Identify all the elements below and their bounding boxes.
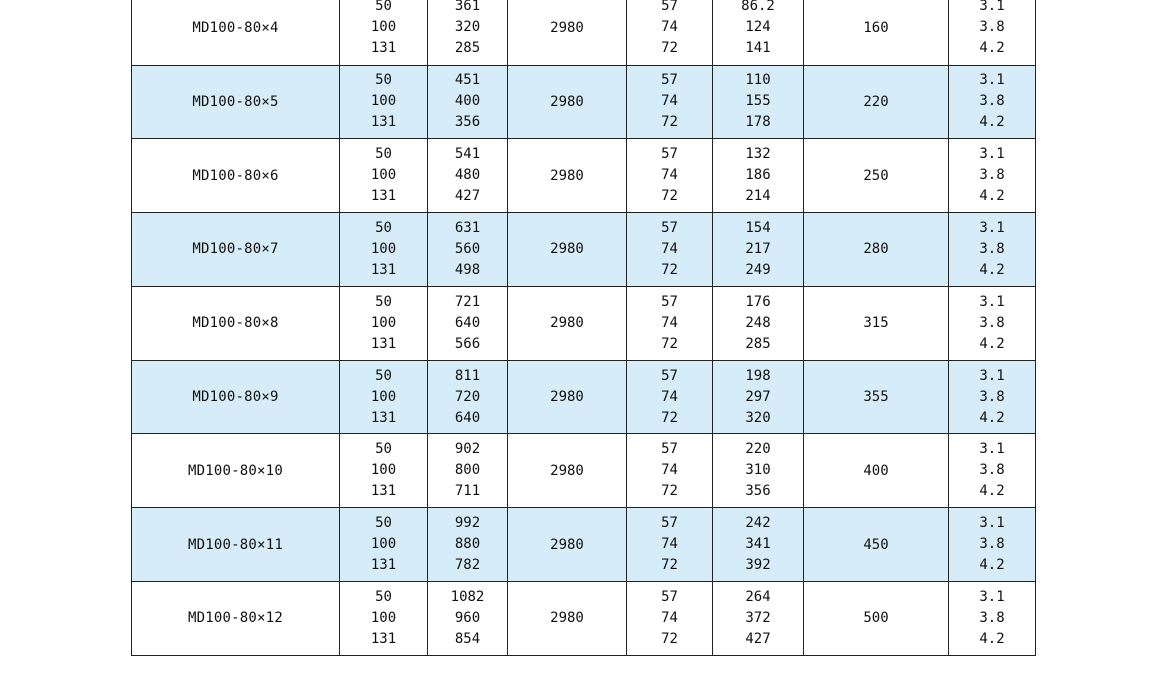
flow-cell-value: 131 <box>370 114 397 131</box>
efficiency-cell-value: 74 <box>661 314 678 331</box>
speed-cell: 2980 <box>508 0 627 65</box>
model-cell: MD100-80×5 <box>132 65 340 139</box>
head-cell-value: 640 <box>454 314 481 331</box>
shaft-power-cell-value: 249 <box>745 261 771 278</box>
npsh-cell-value: 3.8 <box>979 93 1005 110</box>
efficiency-cell <box>627 213 713 287</box>
head-cell-values <box>428 218 507 281</box>
shaft-power-cell-values <box>713 513 803 576</box>
efficiency-cell-value: 72 <box>661 188 678 205</box>
shaft-power-cell-value: 297 <box>745 388 771 405</box>
flow-cell-value: 131 <box>370 40 397 57</box>
model-cell: MD100-80×12 <box>132 582 340 656</box>
npsh-cell-value: 3.1 <box>979 515 1005 532</box>
npsh-cell-values <box>949 292 1035 355</box>
motor-power-cell: 500 <box>804 582 949 656</box>
npsh-cell-value: 4.2 <box>979 483 1005 500</box>
efficiency-cell <box>627 65 713 139</box>
npsh-cell-value: 3.8 <box>979 388 1005 405</box>
model-cell: MD100-80×7 <box>132 213 340 287</box>
flow-cell-value: 50 <box>375 219 392 236</box>
speed-cell: 2980 <box>508 213 627 287</box>
flow-cell-value: 100 <box>370 240 397 257</box>
shaft-power-cell-value: 264 <box>745 588 771 605</box>
npsh-cell-value: 3.8 <box>979 536 1005 553</box>
flow-cell-value: 131 <box>370 483 397 500</box>
shaft-power-cell-value: 392 <box>745 557 771 574</box>
shaft-power-cell-values <box>713 70 803 133</box>
efficiency-cell-values <box>627 292 712 355</box>
npsh-cell-value: 4.2 <box>979 630 1005 647</box>
efficiency-cell-value: 72 <box>661 335 678 352</box>
npsh-cell-value: 3.8 <box>979 240 1005 257</box>
head-cell-value: 361 <box>454 0 481 15</box>
flow-cell-value: 100 <box>370 462 397 479</box>
efficiency-cell-values <box>627 218 712 281</box>
motor-power-cell: 450 <box>804 508 949 582</box>
npsh-cell-values <box>949 513 1035 576</box>
npsh-cell <box>949 360 1036 434</box>
npsh-cell <box>949 139 1036 213</box>
efficiency-cell-value: 72 <box>661 557 678 574</box>
head-cell-value: 721 <box>454 293 481 310</box>
speed-cell: 2980 <box>508 139 627 213</box>
flow-cell-value: 50 <box>375 441 392 458</box>
head-cell-value: 902 <box>454 441 481 458</box>
head-cell-value: 560 <box>454 240 481 257</box>
efficiency-cell-values <box>627 587 712 650</box>
table-row <box>132 286 1036 360</box>
shaft-power-cell-values <box>713 439 803 502</box>
efficiency-cell-value: 74 <box>661 609 678 626</box>
flow-cell <box>340 65 428 139</box>
head-cell <box>428 508 508 582</box>
flow-cell-values <box>340 0 427 59</box>
efficiency-cell-value: 72 <box>661 409 678 426</box>
flow-cell-value: 131 <box>370 557 397 574</box>
flow-cell <box>340 0 428 65</box>
flow-cell-value: 50 <box>375 293 392 310</box>
efficiency-cell-value: 57 <box>661 367 678 384</box>
flow-cell <box>340 508 428 582</box>
head-cell-values <box>428 144 507 207</box>
efficiency-cell-value: 57 <box>661 515 678 532</box>
npsh-cell <box>949 434 1036 508</box>
efficiency-cell <box>627 360 713 434</box>
npsh-cell-values <box>949 587 1035 650</box>
head-cell <box>428 213 508 287</box>
npsh-cell <box>949 65 1036 139</box>
shaft-power-cell <box>713 65 804 139</box>
head-cell-value: 960 <box>454 609 481 626</box>
head-cell <box>428 434 508 508</box>
flow-cell-value: 100 <box>370 19 397 36</box>
shaft-power-cell-value: 132 <box>745 146 771 163</box>
head-cell <box>428 286 508 360</box>
efficiency-cell-value: 74 <box>661 19 678 36</box>
flow-cell <box>340 286 428 360</box>
efficiency-cell-value: 72 <box>661 40 678 57</box>
motor-power-cell: 160 <box>804 0 949 65</box>
efficiency-cell-value: 57 <box>661 441 678 458</box>
efficiency-cell-values <box>627 144 712 207</box>
efficiency-cell-values <box>627 0 712 59</box>
flow-cell-values <box>340 439 427 502</box>
npsh-cell-value: 3.1 <box>979 293 1005 310</box>
flow-cell-value: 100 <box>370 388 397 405</box>
motor-power-cell: 355 <box>804 360 949 434</box>
shaft-power-cell-value: 427 <box>745 630 771 647</box>
npsh-cell-values <box>949 218 1035 281</box>
flow-cell-values <box>340 587 427 650</box>
flow-cell <box>340 360 428 434</box>
flow-cell <box>340 434 428 508</box>
efficiency-cell-value: 74 <box>661 536 678 553</box>
efficiency-cell <box>627 139 713 213</box>
npsh-cell-value: 3.1 <box>979 146 1005 163</box>
shaft-power-cell-value: 285 <box>745 335 771 352</box>
efficiency-cell-value: 57 <box>661 72 678 89</box>
flow-cell-values <box>340 144 427 207</box>
shaft-power-cell-value: 310 <box>745 462 771 479</box>
head-cell-value: 720 <box>454 388 481 405</box>
shaft-power-cell-values <box>713 0 803 59</box>
shaft-power-cell-value: 154 <box>745 219 771 236</box>
shaft-power-cell <box>713 286 804 360</box>
head-cell-value: 711 <box>454 483 481 500</box>
speed-cell: 2980 <box>508 360 627 434</box>
head-cell-value: 427 <box>454 188 481 205</box>
model-cell: MD100-80×10 <box>132 434 340 508</box>
table-body <box>132 0 1036 655</box>
head-cell-value: 880 <box>454 536 481 553</box>
head-cell-values <box>428 513 507 576</box>
model-cell: MD100-80×8 <box>132 286 340 360</box>
npsh-cell-value: 3.8 <box>979 167 1005 184</box>
npsh-cell-value: 3.1 <box>979 441 1005 458</box>
head-cell-value: 566 <box>454 335 481 352</box>
head-cell-value: 320 <box>454 19 481 36</box>
efficiency-cell-value: 72 <box>661 630 678 647</box>
efficiency-cell-value: 74 <box>661 462 678 479</box>
shaft-power-cell <box>713 434 804 508</box>
shaft-power-cell <box>713 360 804 434</box>
efficiency-cell <box>627 582 713 656</box>
head-cell <box>428 582 508 656</box>
speed-cell: 2980 <box>508 65 627 139</box>
head-cell-value: 800 <box>454 462 481 479</box>
shaft-power-cell-value: 198 <box>745 367 771 384</box>
npsh-cell-value: 4.2 <box>979 335 1005 352</box>
npsh-cell-value: 3.8 <box>979 314 1005 331</box>
table-row <box>132 139 1036 213</box>
head-cell <box>428 360 508 434</box>
npsh-cell-value: 4.2 <box>979 557 1005 574</box>
flow-cell-value: 131 <box>370 261 397 278</box>
npsh-cell-value: 3.8 <box>979 19 1005 36</box>
motor-power-cell: 280 <box>804 213 949 287</box>
flow-cell-value: 131 <box>370 409 397 426</box>
speed-cell: 2980 <box>508 582 627 656</box>
shaft-power-cell-values <box>713 292 803 355</box>
npsh-cell-value: 4.2 <box>979 114 1005 131</box>
shaft-power-cell-value: 248 <box>745 314 771 331</box>
shaft-power-cell-value: 186 <box>745 167 771 184</box>
table-row <box>132 508 1036 582</box>
npsh-cell-values <box>949 439 1035 502</box>
shaft-power-cell-value: 86.2 <box>741 0 775 15</box>
flow-cell-values <box>340 292 427 355</box>
shaft-power-cell-values <box>713 366 803 429</box>
model-cell: MD100-80×4 <box>132 0 340 65</box>
shaft-power-cell-value: 217 <box>745 240 771 257</box>
motor-power-cell: 400 <box>804 434 949 508</box>
shaft-power-cell-value: 242 <box>745 515 771 532</box>
flow-cell-values <box>340 70 427 133</box>
shaft-power-cell-value: 341 <box>745 536 771 553</box>
npsh-cell-value: 3.8 <box>979 609 1005 626</box>
efficiency-cell-value: 72 <box>661 261 678 278</box>
npsh-cell-value: 3.1 <box>979 72 1005 89</box>
head-cell-value: 811 <box>454 367 481 384</box>
efficiency-cell-values <box>627 366 712 429</box>
flow-cell-values <box>340 218 427 281</box>
head-cell-value: 1082 <box>450 588 485 605</box>
npsh-cell <box>949 286 1036 360</box>
shaft-power-cell-value: 176 <box>745 293 771 310</box>
flow-cell-value: 50 <box>375 367 392 384</box>
head-cell-value: 356 <box>454 114 481 131</box>
head-cell-values <box>428 587 507 650</box>
table-row <box>132 0 1036 65</box>
npsh-cell <box>949 582 1036 656</box>
efficiency-cell <box>627 508 713 582</box>
flow-cell-value: 131 <box>370 630 397 647</box>
head-cell-value: 480 <box>454 167 481 184</box>
npsh-cell-value: 4.2 <box>979 409 1005 426</box>
efficiency-cell-value: 72 <box>661 114 678 131</box>
head-cell-value: 992 <box>454 515 481 532</box>
shaft-power-cell-values <box>713 144 803 207</box>
efficiency-cell <box>627 286 713 360</box>
speed-cell: 2980 <box>508 286 627 360</box>
flow-cell-value: 50 <box>375 146 392 163</box>
head-cell-values <box>428 0 507 59</box>
head-cell <box>428 0 508 65</box>
head-cell-value: 541 <box>454 146 481 163</box>
shaft-power-cell-values <box>713 587 803 650</box>
shaft-power-cell-values <box>713 218 803 281</box>
table-row <box>132 434 1036 508</box>
efficiency-cell-values <box>627 513 712 576</box>
head-cell <box>428 139 508 213</box>
flow-cell-value: 100 <box>370 609 397 626</box>
pump-spec-table <box>131 0 1036 656</box>
model-cell: MD100-80×9 <box>132 360 340 434</box>
flow-cell-value: 131 <box>370 335 397 352</box>
shaft-power-cell <box>713 139 804 213</box>
flow-cell <box>340 213 428 287</box>
npsh-cell-value: 4.2 <box>979 261 1005 278</box>
efficiency-cell <box>627 434 713 508</box>
npsh-cell-value: 4.2 <box>979 188 1005 205</box>
head-cell-value: 782 <box>454 557 481 574</box>
efficiency-cell-value: 74 <box>661 388 678 405</box>
head-cell <box>428 65 508 139</box>
npsh-cell-value: 3.1 <box>979 219 1005 236</box>
head-cell-value: 285 <box>454 40 481 57</box>
head-cell-value: 498 <box>454 261 481 278</box>
flow-cell <box>340 582 428 656</box>
flow-cell-value: 131 <box>370 188 397 205</box>
npsh-cell-value: 3.1 <box>979 588 1005 605</box>
efficiency-cell-value: 74 <box>661 93 678 110</box>
efficiency-cell-value: 57 <box>661 219 678 236</box>
head-cell-values <box>428 366 507 429</box>
shaft-power-cell-value: 110 <box>745 72 771 89</box>
npsh-cell-values <box>949 144 1035 207</box>
shaft-power-cell-value: 356 <box>745 483 771 500</box>
efficiency-cell-value: 74 <box>661 240 678 257</box>
npsh-cell-value: 3.8 <box>979 462 1005 479</box>
efficiency-cell-value: 72 <box>661 483 678 500</box>
flow-cell-value: 100 <box>370 314 397 331</box>
shaft-power-cell-value: 178 <box>745 114 771 131</box>
efficiency-cell-values <box>627 70 712 133</box>
efficiency-cell-values <box>627 439 712 502</box>
head-cell-value: 631 <box>454 219 481 236</box>
shaft-power-cell <box>713 213 804 287</box>
motor-power-cell: 315 <box>804 286 949 360</box>
npsh-cell-value: 4.2 <box>979 40 1005 57</box>
head-cell-value: 854 <box>454 630 481 647</box>
shaft-power-cell-value: 155 <box>745 93 771 110</box>
head-cell-values <box>428 439 507 502</box>
head-cell-values <box>428 70 507 133</box>
shaft-power-cell <box>713 0 804 65</box>
efficiency-cell <box>627 0 713 65</box>
npsh-cell <box>949 213 1036 287</box>
motor-power-cell: 250 <box>804 139 949 213</box>
flow-cell-value: 100 <box>370 536 397 553</box>
npsh-cell-values <box>949 366 1035 429</box>
npsh-cell <box>949 508 1036 582</box>
flow-cell <box>340 139 428 213</box>
npsh-cell-values <box>949 0 1035 59</box>
npsh-cell <box>949 0 1036 65</box>
head-cell-values <box>428 292 507 355</box>
speed-cell: 2980 <box>508 434 627 508</box>
shaft-power-cell <box>713 582 804 656</box>
npsh-cell-value: 3.1 <box>979 367 1005 384</box>
table-row <box>132 65 1036 139</box>
flow-cell-value: 50 <box>375 72 392 89</box>
flow-cell-value: 100 <box>370 167 397 184</box>
flow-cell-value: 50 <box>375 588 392 605</box>
flow-cell-values <box>340 366 427 429</box>
shaft-power-cell-value: 372 <box>745 609 771 626</box>
efficiency-cell-value: 57 <box>661 588 678 605</box>
model-cell: MD100-80×6 <box>132 139 340 213</box>
table-row <box>132 360 1036 434</box>
flow-cell-value: 50 <box>375 515 392 532</box>
table-row <box>132 213 1036 287</box>
efficiency-cell-value: 57 <box>661 293 678 310</box>
shaft-power-cell-value: 220 <box>745 441 771 458</box>
flow-cell-values <box>340 513 427 576</box>
shaft-power-cell-value: 214 <box>745 188 771 205</box>
model-cell: MD100-80×11 <box>132 508 340 582</box>
head-cell-value: 400 <box>454 93 481 110</box>
head-cell-value: 451 <box>454 72 481 89</box>
head-cell-value: 640 <box>454 409 481 426</box>
flow-cell-value: 100 <box>370 93 397 110</box>
speed-cell: 2980 <box>508 508 627 582</box>
flow-cell-value: 50 <box>375 0 392 15</box>
efficiency-cell-value: 57 <box>661 146 678 163</box>
npsh-cell-values <box>949 70 1035 133</box>
shaft-power-cell-value: 124 <box>745 19 771 36</box>
shaft-power-cell <box>713 508 804 582</box>
efficiency-cell-value: 57 <box>661 0 678 15</box>
table-row <box>132 582 1036 656</box>
npsh-cell-value: 3.1 <box>979 0 1005 15</box>
shaft-power-cell-value: 141 <box>745 40 771 57</box>
efficiency-cell-value: 74 <box>661 167 678 184</box>
motor-power-cell: 220 <box>804 65 949 139</box>
shaft-power-cell-value: 320 <box>745 409 771 426</box>
